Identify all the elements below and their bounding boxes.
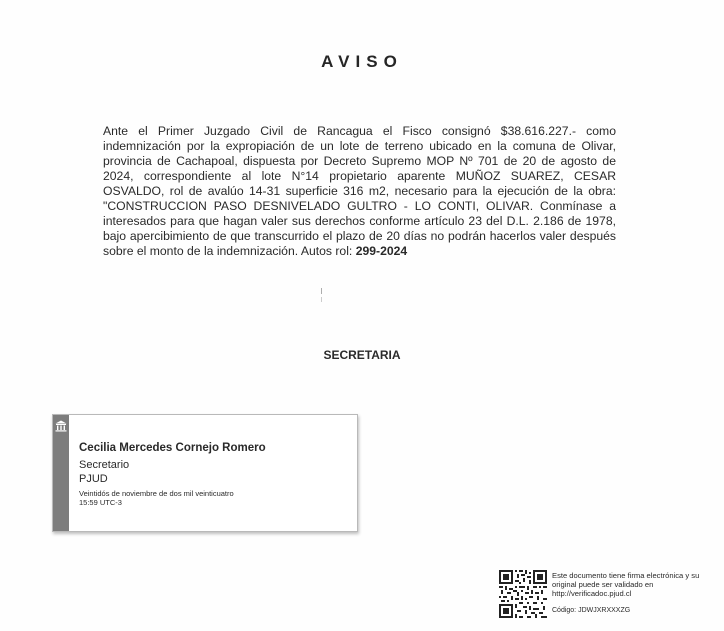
verification-text: Este documento tiene firma electrónica y su original puede ser validado en http://verificadoc.pjud.cl: [552, 571, 700, 598]
signature-date: Veintidós de noviembre de dos mil veinticuatro: [79, 489, 234, 498]
pen-mark-icon: [320, 288, 323, 302]
signature-box: [52, 414, 358, 532]
signer-role: Secretario: [79, 459, 130, 471]
signer-organization: PJUD: [79, 473, 108, 485]
courthouse-icon: [55, 420, 67, 432]
section-label: SECRETARIA: [323, 348, 401, 362]
signature-time: 15:59 UTC-3: [79, 498, 122, 507]
document-title: AVISO: [321, 52, 403, 71]
verification-code: Código: JDWJXRXXXZG: [552, 607, 631, 614]
case-number: 299-2024: [355, 244, 408, 258]
qr-code-icon: [499, 570, 547, 618]
signer-name: Cecilia Mercedes Cornejo Romero: [79, 442, 266, 454]
signature-timestamp: [79, 489, 234, 507]
notice-body: [103, 124, 616, 259]
notice-paragraph: Ante el Primer Juzgado Civil de Rancagua el Fisco consignó $38.616.227.- como indemnización por la expropiación de un lote de terreno ubicado en la comuna de Olivar, provincia de Cachapoal, dispuesta por Decreto Supremo MOP Nº 701 de 20 de agosto de 2024, correspondiente al lote N°14 propietario aparente MUÑOZ SUAREZ, CESAR OSVALDO, rol de avalúo 14-31 superficie 316 m2, necesario para la ejecución de la obra: "CONSTRUCCION PASO DESNIVELADO GULTRO - LO CONTI, OLIVAR. Conmínase a interesados para que hagan valer sus derechos conforme artículo 23 del D.L. 2.186 de 1978, bajo apercibimiento de que transcurrido el plazo de 20 días no podrán hacerlos valer después sobre el monto de la indemnización. Autos rol:: [103, 124, 616, 258]
signature-strip: [53, 415, 69, 531]
